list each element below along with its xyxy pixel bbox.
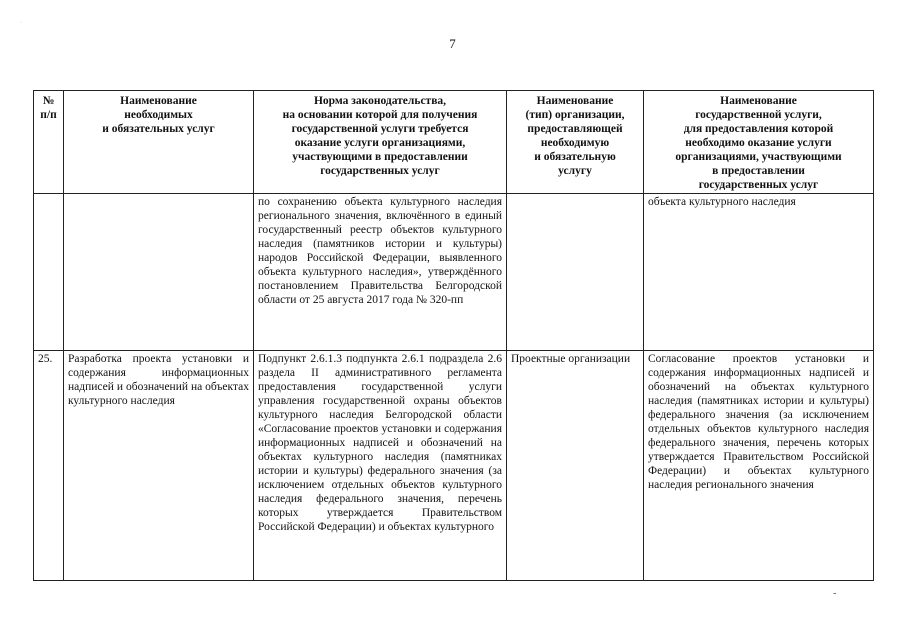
cell-number: 25. bbox=[34, 351, 64, 581]
table-row-continued bbox=[34, 194, 874, 351]
cell-service bbox=[64, 194, 254, 351]
cell-service: Разработка проекта установки и содержания информационных надписей и обозначений на объектах культурного наследия bbox=[64, 351, 254, 581]
table-header-row bbox=[34, 91, 874, 194]
scan-speck: · bbox=[20, 20, 22, 26]
cell-legal-norm bbox=[254, 351, 507, 581]
page-number: 7 bbox=[449, 36, 456, 51]
cell-organization: Проектные организации bbox=[507, 351, 644, 581]
header-organization-type: Наименование (тип) организации, предоставляющей необходимую и обязательную услугу bbox=[507, 91, 644, 194]
cell-organization bbox=[507, 194, 644, 351]
table-row-25 bbox=[34, 351, 874, 581]
header-service-name: Наименование необходимых и обязательных услуг bbox=[64, 91, 254, 194]
legal-norm-text: Подпункт 2.6.1.3 подпункта 2.6.1 подраздела 2.6 раздела II административного регламента предоставления государственной услуги управления государственной охраны объектов культурного наследия Белгородской области «Согласование проектов установки и содержания информационных надписей и обозначений на объектах культурного наследия (памятниках истории и культуры) федерального значения (за исключением отдельных объектов культурного наследия федерального значения, перечень которых утверждается Правительством Российской Федерации) и объектах культурного bbox=[258, 353, 502, 533]
cell-state-service: Согласование проектов установки и содержания информационных надписей и обозначений на объектах культурного наследия (памятниках истории и культуры) федерального значения (за исключением отдельных объектов культурного наследия федерального значения, перечень которых утверждается Правительством Российской Федерации) и объектах культурного наследия регионального значения bbox=[644, 351, 874, 581]
header-legal-norm: Норма законодательства, на основании которой для получения государственной услуги требуется оказание услуги организациями, участвующими в предоставлении государственных услуг bbox=[254, 91, 507, 194]
cell-legal-norm: по сохранению объекта культурного наследия регионального значения, включённого в единый государственный реестр объектов культурного наследия (памятников истории и культуры) народов Российской Федерации, выявленного объекта культурного наследия», утверждённого постановлением Правительства Белгородской области от 25 августа 2017 года № 320-пп bbox=[254, 194, 507, 351]
header-state-service: Наименование государственной услуги, для предоставления которой необходимо оказание услуги организациями, участвующими в предоставлении государственных услуг bbox=[644, 91, 874, 194]
scan-mark: - bbox=[833, 588, 837, 599]
cell-state-service: объекта культурного наследия bbox=[644, 194, 874, 351]
header-number: № п/п bbox=[34, 91, 64, 194]
cell-number bbox=[34, 194, 64, 351]
services-table bbox=[33, 90, 874, 581]
